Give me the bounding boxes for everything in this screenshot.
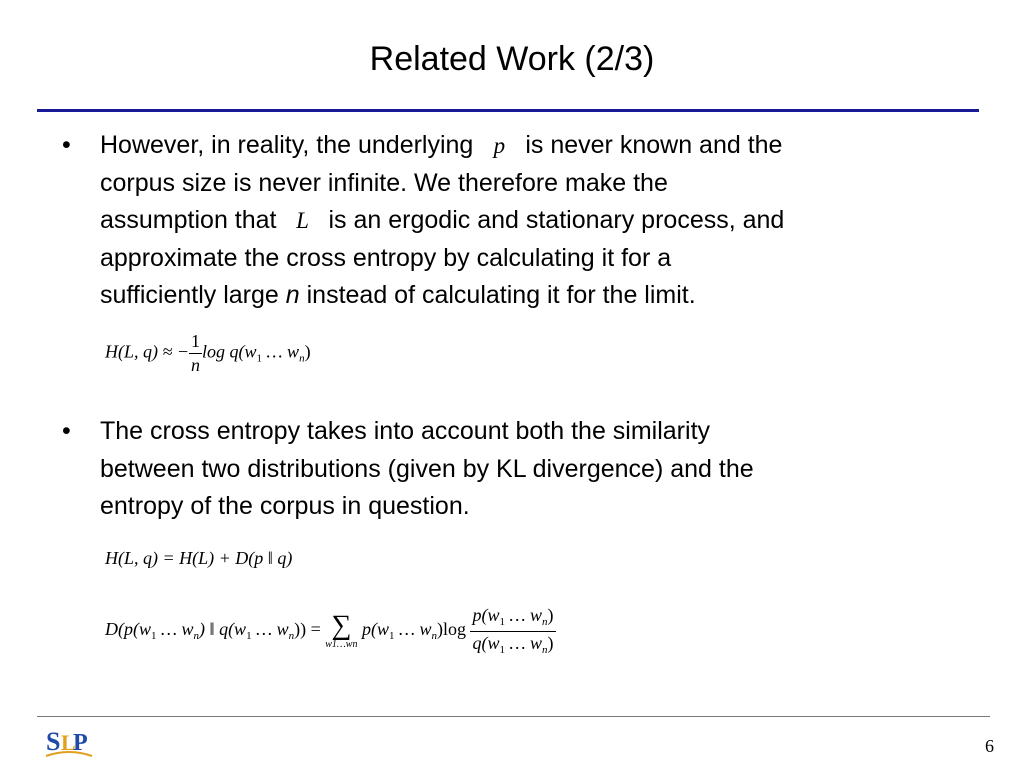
subscript: n xyxy=(299,352,305,365)
summation xyxy=(325,612,357,650)
eq-part: ) ‖ q(w xyxy=(199,619,247,640)
variable-L: L xyxy=(296,208,309,233)
variable-n: n xyxy=(285,281,300,309)
subscript: 1 xyxy=(151,630,157,643)
bullet-1-text xyxy=(100,127,962,315)
eq-part: … w xyxy=(262,341,300,362)
eq-part: … w xyxy=(504,605,542,625)
text-segment: sufficiently large xyxy=(100,281,279,309)
subscript: n xyxy=(542,616,548,628)
fraction xyxy=(470,606,555,656)
text-segment: instead of calculating it for the limit. xyxy=(306,281,696,309)
subscript: 1 xyxy=(499,616,505,628)
subscript: 1 xyxy=(246,630,252,643)
text-segment: assumption that xyxy=(100,206,277,234)
bullet-2 xyxy=(62,413,962,526)
text-segment: entropy of the corpus in question. xyxy=(100,492,470,520)
equation-cross-entropy-approx xyxy=(105,332,311,375)
eq-part: … w xyxy=(251,619,289,640)
sigma-symbol: ∑ xyxy=(331,610,352,642)
subscript: n xyxy=(288,630,295,643)
text-segment: The cross entropy takes into account both the similarity xyxy=(100,417,711,445)
bullet-marker: • xyxy=(62,131,71,159)
subscript: 1 xyxy=(388,630,395,643)
subscript: n xyxy=(193,630,200,643)
subscript: n xyxy=(431,630,437,643)
subscript: 1 xyxy=(256,352,263,365)
footer-divider xyxy=(37,716,990,717)
text-segment: However, in reality, the underlying xyxy=(100,131,474,159)
sigma-limits: w1…wn xyxy=(325,639,358,651)
subscript: n xyxy=(542,643,548,656)
fraction-numerator: 1 xyxy=(189,332,202,354)
fraction-denominator: $q(w_1$ … $w_n$) xyxy=(472,632,554,656)
equation-kl-divergence xyxy=(105,606,556,656)
text-segment: approximate the cross entropy by calculating it for a xyxy=(100,243,672,272)
svg-text:P: P xyxy=(73,730,88,756)
eq-part: H(L, q) ≈ − xyxy=(105,341,190,362)
subscript: 1 xyxy=(499,643,505,656)
eq-part: ) xyxy=(304,341,311,362)
text-segment: between two distributions (given by KL divergence) and the xyxy=(100,454,754,483)
text-segment: is never known and the xyxy=(525,131,783,159)
eq-part: D(p(w xyxy=(105,619,151,640)
fraction xyxy=(189,332,202,375)
bullet-1 xyxy=(62,127,962,315)
svg-text:S: S xyxy=(46,727,61,756)
text-segment: is an ergodic and stationary process, and xyxy=(328,206,785,234)
svg-text:L: L xyxy=(61,730,76,755)
slide-title: Related Work (2/3) xyxy=(369,40,655,78)
eq-part: )log xyxy=(436,619,466,640)
bullet-2-text xyxy=(100,413,962,526)
eq-part: log q(w xyxy=(202,341,257,362)
eq-part: q(w xyxy=(472,632,500,653)
variable-p: p xyxy=(493,133,506,158)
page-number: 6 xyxy=(985,736,994,756)
slp-logo xyxy=(44,724,94,760)
eq-part: p(w xyxy=(472,605,500,625)
eq-part: … w xyxy=(394,619,432,640)
fraction-denominator: n xyxy=(191,354,201,375)
eq-part: … w xyxy=(156,619,194,640)
text-segment: corpus size is never infinite. We therefore make the xyxy=(100,168,668,197)
title-divider xyxy=(37,109,979,112)
eq-part: p(w xyxy=(361,619,389,640)
bullet-marker: • xyxy=(62,417,71,445)
eq-part: … w xyxy=(504,632,542,653)
eq-part: H(L, q) = H(L) + D(p ‖ q) xyxy=(105,548,293,568)
fraction-numerator: $p(w_1$ … $w_n$) xyxy=(470,606,555,632)
equation-cross-entropy-decomposition xyxy=(105,548,292,569)
eq-part: )) = xyxy=(294,619,321,640)
